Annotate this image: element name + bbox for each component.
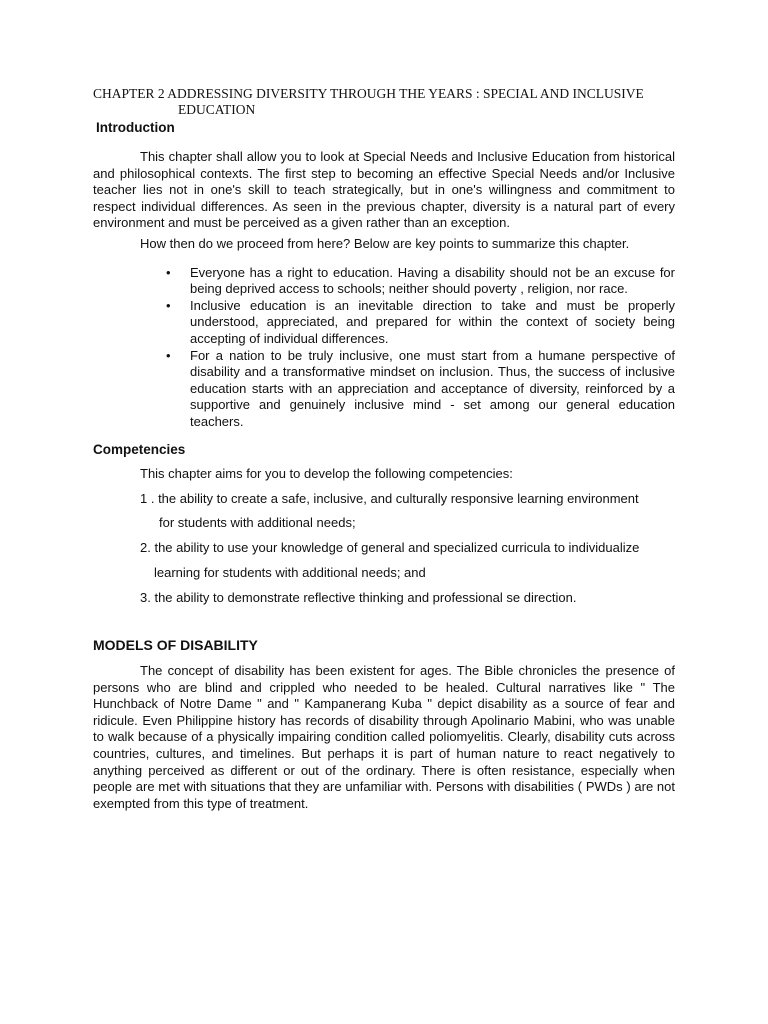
- list-item: [93, 348, 675, 431]
- competency-item-2-continuation: learning for students with additional needs; and: [154, 564, 426, 580]
- models-heading: MODELS OF DISABILITY: [93, 637, 258, 654]
- key-points-list: [93, 265, 675, 431]
- competency-item-1-continuation: for students with additional needs;: [159, 514, 356, 530]
- introduction-heading: Introduction: [96, 120, 175, 135]
- introduction-summary-line: How then do we proceed from here? Below are key points to summarize this chapter.: [140, 235, 630, 251]
- list-item-text: Inclusive education is an inevitable direction to take and must be properly understood, appreciated, and prepared for within the context of society being accepting of individual differences.: [190, 297, 675, 346]
- chapter-title-line2: EDUCATION: [178, 102, 256, 117]
- list-item-text: For a nation to be truly inclusive, one must start from a humane perspective of disability and a transformative mindset on inclusion. Thus, the success of inclusive education starts with an appreciation and acceptance of diversity, reinforced by a supportive and genuinely inclusive mind - set among our general education teachers.: [190, 347, 675, 429]
- chapter-title-line1: CHAPTER 2 ADDRESSING DIVERSITY THROUGH THE YEARS : SPECIAL AND INCLUSIVE: [93, 86, 644, 101]
- competency-item-3: 3. the ability to demonstrate reflective thinking and professional se direction.: [140, 590, 577, 606]
- list-item-text: Everyone has a right to education. Having a disability should not be an excuse for being deprived access to schools; neither should poverty , religion, nor race.: [190, 264, 675, 297]
- competencies-intro: This chapter aims for you to develop the following competencies:: [140, 465, 513, 481]
- models-paragraph: The concept of disability has been existent for ages. The Bible chronicles the presence of persons who are blind and crippled who needed to be healed. Cultural narratives like " The Hunchback of Notre Dame " and " Kampanerang Kuba " depict disability as a source of fear and ridicule. Even Philippine history has records of disability through Apolinario Mabini, who was unable to walk because of a physically impairing condition called poliomyelitis. Clearly, disability cuts across countries, cultures, and timelines. But perhaps it is part of human nature to react negatively to anything perceived as different or out of the ordinary. There is often resistance, especially when people are met with situations that they are unfamiliar with. Persons with disabilities ( PWDs ) are not exempted from this type of treatment.: [93, 663, 675, 811]
- list-item: [93, 298, 675, 348]
- chapter-title: [93, 86, 675, 118]
- list-item: [93, 265, 675, 298]
- competency-item-2: 2. the ability to use your knowledge of general and specialized curricula to individualize: [140, 540, 640, 556]
- introduction-paragraph: This chapter shall allow you to look at Special Needs and Inclusive Education from historical and philosophical contexts. The first step to becoming an effective Special Needs and/or Inclusive teacher lies not in one's skill to teach strategically, but in one's willingness and commitment to respect individual differences. As seen in the previous chapter, diversity is a natural part of every environment and must be perceived as a given rather than an exception.: [93, 149, 675, 231]
- competencies-heading: Competencies: [93, 441, 186, 457]
- bullet-icon: •: [166, 297, 171, 313]
- document-page: [93, 86, 675, 812]
- bullet-icon: •: [166, 347, 171, 363]
- competency-item-1: 1 . the ability to create a safe, inclusive, and culturally responsive learning environment: [140, 491, 639, 507]
- bullet-icon: •: [166, 264, 171, 280]
